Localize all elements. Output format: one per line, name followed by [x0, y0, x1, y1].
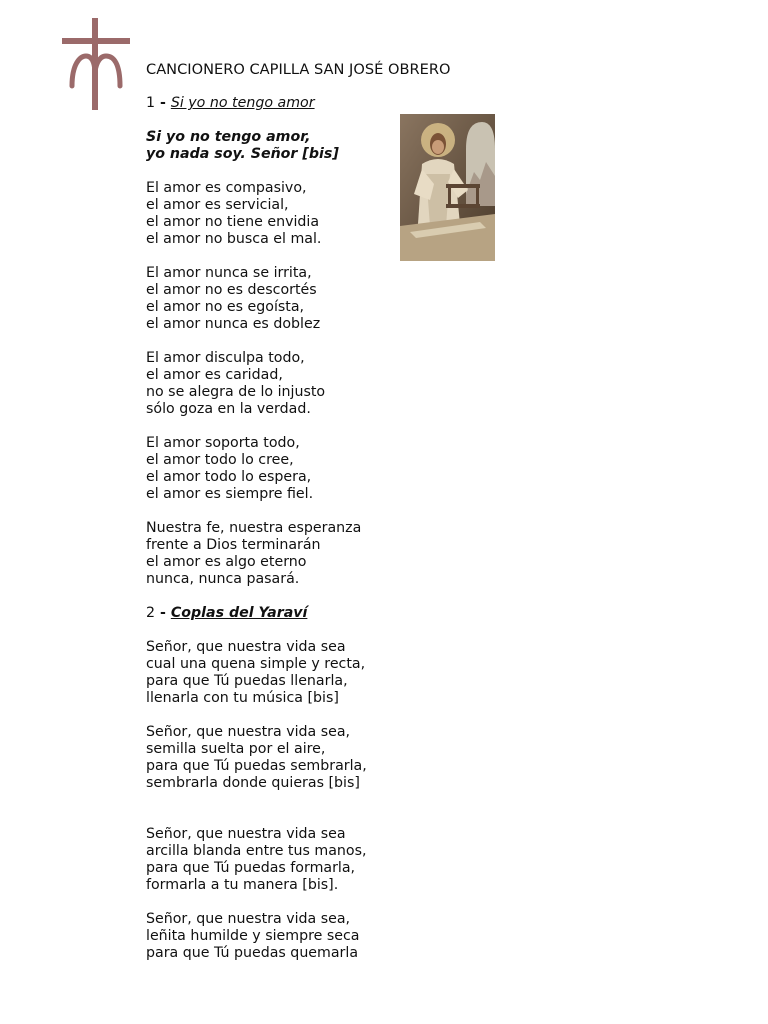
- lyric-line: el amor no busca el mal.: [146, 231, 322, 247]
- song-2: [146, 605, 706, 962]
- song-heading: [146, 95, 706, 112]
- lyric-line: Señor, que nuestra vida sea: [146, 826, 346, 842]
- lyric-line: Nuestra fe, nuestra esperanza: [146, 520, 362, 536]
- chorus: [146, 129, 706, 163]
- lyric-line: El amor es compasivo,: [146, 180, 307, 196]
- lyric-line: nunca, nunca pasará.: [146, 571, 300, 587]
- lyric-line: Si yo no tengo amor,: [146, 129, 311, 145]
- lyric-line: arcilla blanda entre tus manos,: [146, 843, 367, 859]
- lyric-line: El amor nunca se irrita,: [146, 265, 312, 281]
- stanza: [146, 265, 706, 333]
- lyric-line: formarla a tu manera [bis].: [146, 877, 339, 893]
- lyric-line: frente a Dios terminarán: [146, 537, 321, 553]
- stanza: [146, 350, 706, 418]
- lyric-line: el amor es servicial,: [146, 197, 289, 213]
- lyric-line: para que Tú puedas quemarla: [146, 945, 359, 961]
- lyric-line: el amor nunca es doblez: [146, 316, 321, 332]
- lyric-line: leñita humilde y siempre seca: [146, 928, 360, 944]
- song-separator: -: [155, 95, 171, 111]
- songbook-content: [146, 61, 706, 979]
- lyric-line: El amor soporta todo,: [146, 435, 300, 451]
- lyric-line: yo nada soy. Señor [bis]: [146, 146, 339, 162]
- document-title: CANCIONERO CAPILLA SAN JOSÉ OBRERO: [146, 61, 451, 78]
- lyric-line: para que Tú puedas llenarla,: [146, 673, 348, 689]
- stanza: [146, 826, 706, 894]
- lyric-line: sembrarla donde quieras [bis]: [146, 775, 360, 791]
- lyric-line: sólo goza en la verdad.: [146, 401, 311, 417]
- lyric-line: el amor no tiene envidia: [146, 214, 320, 230]
- lyric-line: el amor todo lo espera,: [146, 469, 312, 485]
- lyric-line: el amor todo lo cree,: [146, 452, 294, 468]
- stanza: [146, 520, 706, 588]
- song-number: 1: [146, 95, 156, 111]
- lyric-line: cual una quena simple y recta,: [146, 656, 366, 672]
- lyric-line: Señor, que nuestra vida sea: [146, 639, 346, 655]
- song-title: Si yo no tengo amor: [170, 95, 315, 111]
- lyric-line: el amor no es egoísta,: [146, 299, 305, 315]
- lyric-line: El amor disculpa todo,: [146, 350, 305, 366]
- lyric-line: no se alegra de lo injusto: [146, 384, 326, 400]
- stanza: [146, 435, 706, 503]
- stanza: [146, 639, 706, 707]
- song-separator: -: [155, 605, 171, 621]
- lyric-line: Señor, que nuestra vida sea,: [146, 911, 351, 927]
- lyric-line: para que Tú puedas sembrarla,: [146, 758, 367, 774]
- stanza: [146, 911, 706, 962]
- song-heading: [146, 605, 706, 622]
- lyric-line: semilla suelta por el aire,: [146, 741, 326, 757]
- song-title: Coplas del Yaraví: [170, 605, 308, 621]
- lyric-line: el amor es algo eterno: [146, 554, 307, 570]
- lyric-line: para que Tú puedas formarla,: [146, 860, 356, 876]
- lyric-line: el amor es siempre fiel.: [146, 486, 314, 502]
- stanza: [146, 724, 706, 792]
- song-1: [146, 95, 706, 588]
- lyric-line: llenarla con tu música [bis]: [146, 690, 339, 706]
- lyric-line: Señor, que nuestra vida sea,: [146, 724, 351, 740]
- lyric-line: el amor no es descortés: [146, 282, 317, 298]
- song-number: 2: [146, 605, 156, 621]
- lyric-line: el amor es caridad,: [146, 367, 283, 383]
- stanza: [146, 180, 706, 248]
- cross-monogram-icon: [58, 16, 136, 116]
